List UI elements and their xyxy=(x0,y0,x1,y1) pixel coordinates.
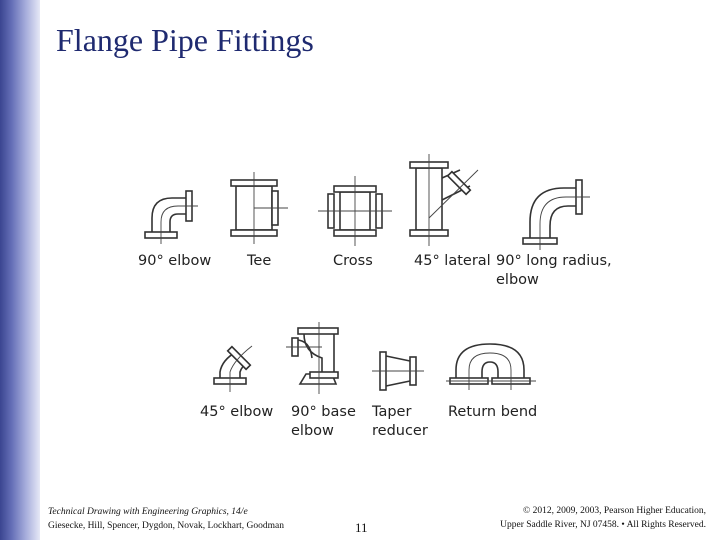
label-tee: Tee xyxy=(247,253,272,269)
footer-copyright-line1: © 2012, 2009, 2003, Pearson Higher Education, xyxy=(523,506,706,516)
label-45-elbow: 45° elbow xyxy=(200,404,274,420)
return-bend-drawing xyxy=(446,344,536,390)
label-base-elbow-line2: elbow xyxy=(291,423,334,439)
base-elbow-drawing xyxy=(286,322,338,394)
elbow-90-drawing xyxy=(145,191,198,244)
long-radius-elbow-drawing xyxy=(523,180,590,250)
label-cross: Cross xyxy=(333,253,373,269)
slide-title: Flange Pipe Fittings xyxy=(56,22,314,58)
cross-drawing xyxy=(318,176,392,246)
label-taper-line2: reducer xyxy=(372,423,428,439)
label-taper-line1: Taper xyxy=(372,404,412,420)
footer-book-title: Technical Drawing with Engineering Graphics, 14/e xyxy=(48,507,248,517)
elbow-45-drawing xyxy=(214,346,252,392)
label-45-lateral: 45° lateral xyxy=(414,253,491,269)
footer-copyright-line2: Upper Saddle River, NJ 07458. • All Rights Reserved. xyxy=(500,520,706,530)
page-number: 11 xyxy=(355,520,368,535)
label-90-elbow: 90° elbow xyxy=(138,253,212,269)
footer-citation xyxy=(48,505,284,533)
footer-authors: Giesecke, Hill, Spencer, Dygdon, Novak, Lockhart, Goodman xyxy=(48,521,285,531)
label-long-radius-line1: 90° long radius, xyxy=(496,253,612,269)
footer-copyright xyxy=(500,504,706,532)
taper-reducer-drawing xyxy=(372,352,424,390)
label-long-radius-line2: elbow xyxy=(496,272,539,288)
tee-drawing xyxy=(231,172,288,244)
label-base-elbow-line1: 90° base xyxy=(291,404,356,420)
lateral-45-drawing xyxy=(410,154,478,246)
label-return-bend: Return bend xyxy=(448,404,538,420)
